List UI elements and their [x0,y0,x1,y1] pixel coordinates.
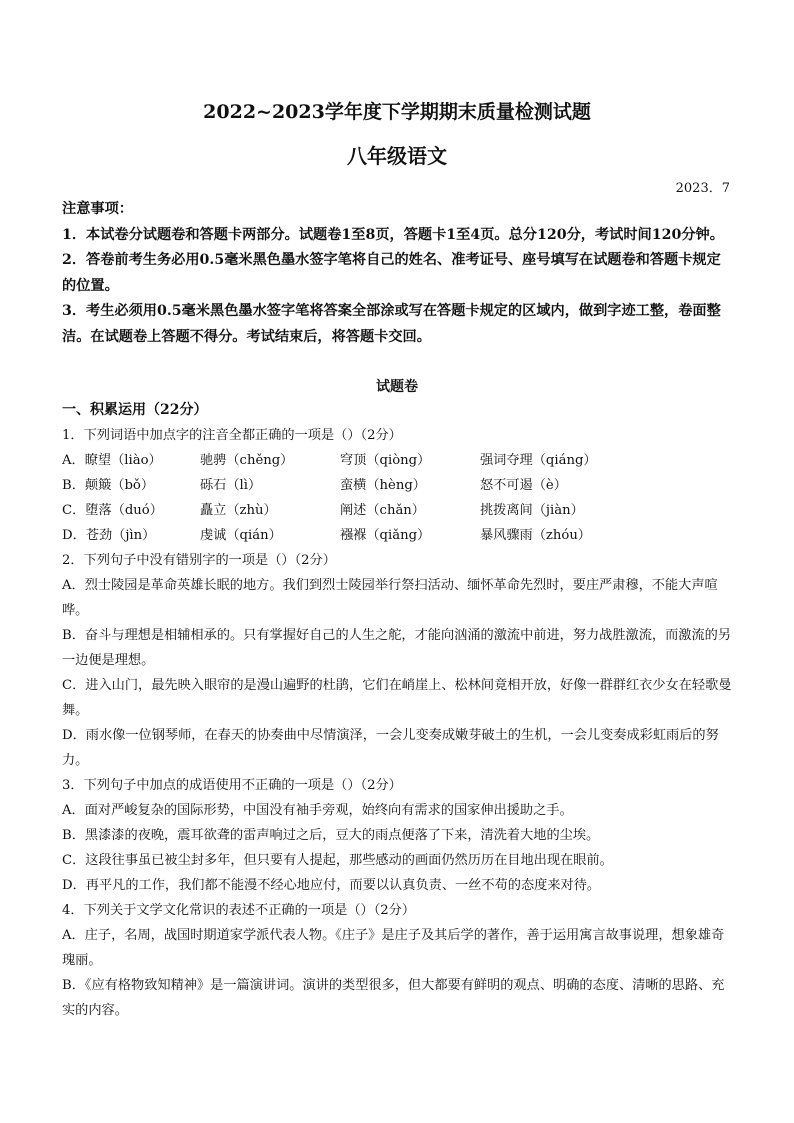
question-stem: 4．下列关于文学文化常识的表述不正确的一项是（）（2分） [62,903,416,918]
q1-option-cell: 阐述（chǎn） [340,503,425,518]
notice-item: 1．本试卷分试题卷和答题卡两部分。试题卷1至8页，答题卡1至4页。总分120分，考试时间120分钟。 [62,226,724,243]
q1-option-row [62,473,734,498]
q2-option: A．烈士陵园是革命英雄长眠的地方。我们到烈士陵园举行祭扫活动、缅怀革命先烈时，要庄严肃穆，不能大声喧哗。 [62,578,718,618]
q1-option-cell: 怒不可遏（è） [480,478,567,493]
notice-item: 3．考生必须用0.5毫米黑色墨水签字笔将答案全部涂或写在答题卡规定的区域内，做到字迹工整，卷面整洁。在试题卷上答题不得分。考试结束后，将答题卡交回。 [62,303,721,345]
q2-option: C．进入山门，最先映入眼帘的是漫山遍野的杜鹃，它们在峭崖上、松林间竟相开放，好像一群群红衣少女在轻歌曼舞。 [62,678,732,718]
q4-option: B．《应有格物致知精神》是一篇演讲词。演讲的类型很多，但大都要有鲜明的观点、明确的态度、清晰的思路、充实的内容。 [62,978,725,1018]
q3-option: A．面对严峻复杂的国际形势，中国没有袖手旁观，始终向有需求的国家伸出援助之手。 [62,803,573,818]
notice-item: 2．答卷前考生务必用0.5毫米黑色墨水签字笔将自己的姓名、准考证号、座号填写在试题卷和答题卡规定的位置。 [62,252,721,294]
paper-label: 试题卷 [376,379,418,395]
q1-option-cell: 暴风骤雨（zhóu） [480,528,591,543]
q2-option: B．奋斗与理想是相辅相承的。只有掌握好自己的人生之舵，才能向汹涌的激流中前进，努力战胜激流，而激流的另一边便是理想。 [62,628,732,668]
q3-option: D．再平凡的工作，我们都不能漫不经心地应付，而要以认真负责、一丝不苟的态度来对待。 [62,878,601,893]
q1-option-row [62,498,734,523]
notice-heading: 注意事项： [62,201,133,217]
exam-subtitle: 八年级语文 [347,144,447,168]
q1-option-cell: 驰骋（chěng） [200,453,294,468]
q1-option-cell: A．瞭望（liào） [62,453,162,468]
exam-date: 2023．7 [675,181,730,196]
q1-option-cell: D．苍劲（jìn） [62,528,156,543]
q3-option: C．这段往事虽已被尘封多年，但只要有人提起，那些感动的画面仍然历历在目地出现在眼前。 [62,853,613,868]
q1-option-cell: C．堕落（duó） [62,503,163,518]
q1-option-cell: 蛮横（hèng） [340,478,426,493]
q1-option-cell: 虔诚（qián） [200,528,282,543]
section-heading: 一、积累运用（22分） [62,402,208,418]
q1-option-cell: 穹顶（qiòng） [340,453,431,468]
q1-option-cell: 挑拨离间（jiàn） [480,503,584,518]
section-accumulation [62,398,734,1023]
q1-option-row [62,448,734,473]
q1-option-cell: B．颠簸（bǒ） [62,478,155,493]
q3-option: B．黑漆漆的夜晚，震耳欲聋的雷声响过之后，豆大的雨点便落了下来，清洗着大地的尘埃。 [62,828,600,843]
exam-title: 2022~2023学年度下学期期末质量检测试题 [203,101,591,123]
q1-option-cell: 矗立（zhù） [200,503,277,518]
q4-option: A．庄子，名周，战国时期道家学派代表人物。《庄子》是庄子及其后学的著作，善于运用寓言故事说理，想象雄奇瑰丽。 [62,928,725,968]
q1-option-cell: 襁褓（qiǎng） [340,528,431,543]
question-stem: 3．下列句子中加点的成语使用不正确的一项是（）（2分） [62,778,402,793]
q1-option-cell: 砾石（lì） [200,478,262,493]
q1-option-row [62,523,734,548]
question-stem: 2．下列句子中没有错别字的一项是（）（2分） [62,553,336,568]
q1-option-cell: 强词夺理（qiáng） [480,453,597,468]
notice-section [62,197,734,350]
question-stem: 1．下列词语中加点字的注音全都正确的一项是（）（2分） [62,428,402,443]
q2-option: D．雨水像一位钢琴师，在春天的协奏曲中尽情演泽，一会儿变奏成嫩芽破土的生机，一会儿变奏成彩虹雨后的努力。 [62,728,719,768]
